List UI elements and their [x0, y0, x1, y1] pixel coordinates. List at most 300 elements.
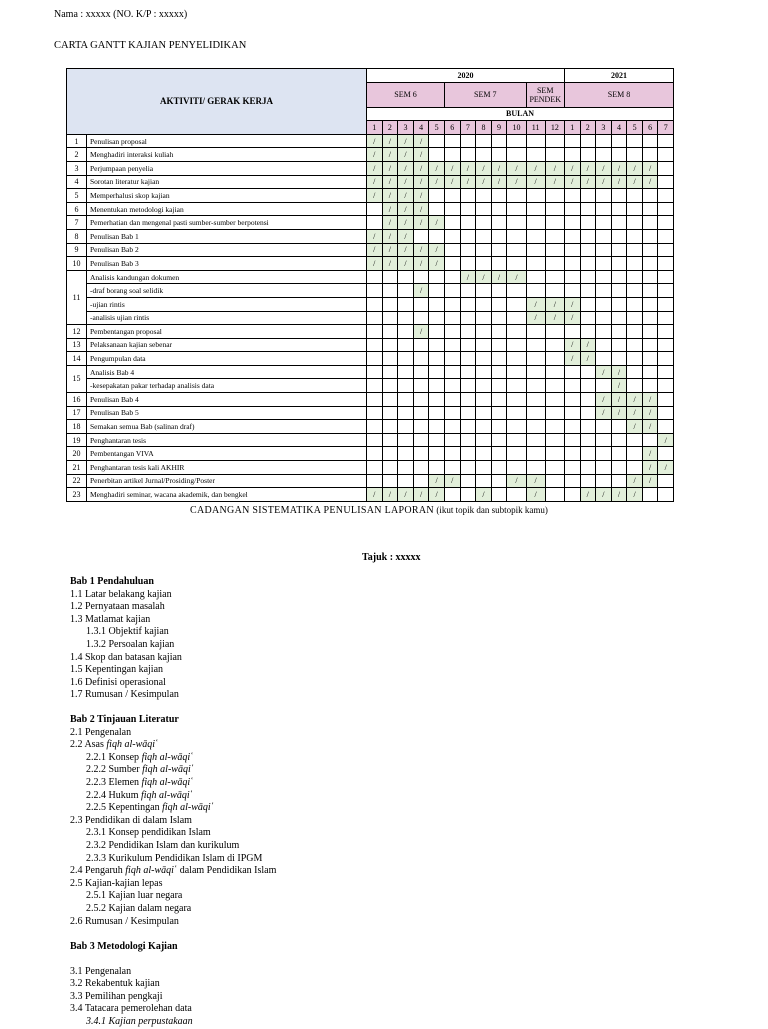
month-cell: [476, 134, 492, 148]
month-cell: [611, 461, 627, 475]
month-cell: [398, 352, 414, 366]
toc-item-italic-term: fiqh al-wāqi῾: [125, 865, 178, 877]
month-cell: [476, 474, 492, 488]
month-cell: [545, 229, 564, 243]
month-cell: [658, 365, 674, 379]
month-cell: [476, 216, 492, 230]
month-cell: [526, 461, 545, 475]
month-cell: [596, 474, 612, 488]
month-mark: /: [545, 297, 564, 311]
month-cell: [398, 379, 414, 393]
month-mark: /: [526, 474, 545, 488]
month-cell: [429, 270, 445, 284]
month-mark: /: [413, 243, 429, 257]
table-row: [67, 148, 674, 162]
month-cell: [580, 270, 596, 284]
month-cell: [507, 134, 526, 148]
month-cell: [642, 338, 658, 352]
caption-main: CADANGAN SISTEMATIKA PENULISAN LAPORAN: [190, 505, 434, 516]
month-header: 4: [611, 121, 627, 135]
month-mark: /: [596, 393, 612, 407]
month-mark: /: [444, 474, 460, 488]
month-cell: [507, 433, 526, 447]
month-cell: [611, 270, 627, 284]
month-cell: [580, 393, 596, 407]
month-mark: /: [398, 488, 414, 502]
toc-item-text: 1.7 Rumusan / Kesimpulan: [70, 689, 179, 701]
month-cell: [367, 297, 383, 311]
month-mark: /: [611, 365, 627, 379]
month-cell: [611, 216, 627, 230]
month-cell: [564, 270, 580, 284]
table-row: [67, 284, 674, 298]
month-mark: /: [611, 488, 627, 502]
month-mark: /: [564, 161, 580, 175]
month-cell: [658, 338, 674, 352]
toc-bab3-title: Bab 3 Metodologi Kajian: [70, 941, 178, 952]
month-mark: /: [627, 161, 643, 175]
month-cell: [398, 433, 414, 447]
month-cell: [526, 270, 545, 284]
month-mark: /: [398, 229, 414, 243]
month-cell: [507, 311, 526, 325]
month-cell: [382, 447, 398, 461]
month-cell: [367, 352, 383, 366]
month-cell: [491, 134, 507, 148]
month-cell: [491, 202, 507, 216]
month-cell: [545, 488, 564, 502]
table-row: [67, 216, 674, 230]
month-cell: [382, 297, 398, 311]
month-cell: [642, 257, 658, 271]
toc-item-text: 3.3 Pemilihan pengkaji: [70, 990, 163, 1002]
month-mark: /: [382, 216, 398, 230]
month-mark: /: [611, 175, 627, 189]
month-cell: [642, 379, 658, 393]
month-cell: [491, 148, 507, 162]
month-mark: /: [476, 161, 492, 175]
toc-item-text: 2.2.4 Hukum: [86, 789, 141, 801]
month-cell: [367, 216, 383, 230]
month-cell: [460, 229, 476, 243]
month-mark: /: [642, 175, 658, 189]
row-number: 22: [67, 474, 87, 488]
month-cell: [611, 311, 627, 325]
row-number: 23: [67, 488, 87, 502]
month-cell: [658, 488, 674, 502]
table-row: [67, 325, 674, 339]
month-cell: [460, 243, 476, 257]
table-row: [67, 257, 674, 271]
toc-item: [70, 1003, 193, 1016]
toc-item-text: 1.4 Skop dan batasan kajian: [70, 651, 182, 663]
month-cell: [429, 134, 445, 148]
month-cell: [545, 447, 564, 461]
month-cell: [545, 420, 564, 434]
month-mark: /: [413, 488, 429, 502]
month-cell: [413, 406, 429, 420]
month-cell: [642, 243, 658, 257]
toc-item: [70, 652, 182, 665]
toc-item: [70, 840, 276, 853]
month-mark: /: [367, 243, 383, 257]
month-cell: [658, 148, 674, 162]
row-number: 2: [67, 148, 87, 162]
month-cell: [367, 447, 383, 461]
month-cell: [491, 447, 507, 461]
month-header: 9: [491, 121, 507, 135]
table-row: [67, 447, 674, 461]
table-row: [67, 352, 674, 366]
month-cell: [627, 148, 643, 162]
month-cell: [526, 257, 545, 271]
month-cell: [367, 270, 383, 284]
toc-item-text: 3.4.1 Kajian perpustakaan: [86, 1015, 193, 1027]
month-cell: [382, 393, 398, 407]
activity-label: Penghantaran tesis kali AKHIR: [87, 461, 367, 475]
month-cell: [460, 297, 476, 311]
month-cell: [611, 148, 627, 162]
month-mark: /: [580, 488, 596, 502]
month-mark: /: [382, 134, 398, 148]
month-cell: [413, 311, 429, 325]
month-cell: [429, 148, 445, 162]
month-cell: [491, 229, 507, 243]
month-mark: /: [627, 488, 643, 502]
month-cell: [476, 297, 492, 311]
month-cell: [545, 379, 564, 393]
month-mark: /: [413, 189, 429, 203]
toc-item-text: 3.1 Pengenalan: [70, 965, 132, 977]
month-cell: [564, 284, 580, 298]
row-number: 1: [67, 134, 87, 148]
month-cell: [564, 202, 580, 216]
month-cell: [564, 216, 580, 230]
month-cell: [476, 243, 492, 257]
month-mark: /: [382, 175, 398, 189]
activity-label: Semakan semua Bab (salinan draf): [87, 420, 367, 434]
toc-item-text: 2.1 Pengenalan: [70, 726, 132, 738]
month-cell: [460, 365, 476, 379]
month-cell: [413, 461, 429, 475]
month-cell: [611, 325, 627, 339]
month-mark: /: [611, 393, 627, 407]
toc-item: [70, 727, 276, 740]
month-cell: [526, 365, 545, 379]
month-mark: /: [658, 433, 674, 447]
month-cell: [444, 365, 460, 379]
month-cell: [491, 488, 507, 502]
month-mark: /: [413, 284, 429, 298]
month-cell: [627, 338, 643, 352]
month-cell: [491, 365, 507, 379]
month-mark: /: [627, 420, 643, 434]
month-cell: [429, 311, 445, 325]
month-cell: [460, 189, 476, 203]
month-mark: /: [526, 161, 545, 175]
month-header: 6: [444, 121, 460, 135]
month-mark: /: [596, 488, 612, 502]
month-cell: [507, 447, 526, 461]
month-cell: [627, 379, 643, 393]
month-mark: /: [611, 406, 627, 420]
month-mark: /: [580, 161, 596, 175]
toc-item: [70, 865, 276, 878]
month-mark: /: [398, 257, 414, 271]
toc-item: [70, 614, 182, 627]
month-cell: [596, 420, 612, 434]
month-cell: [444, 257, 460, 271]
toc-item-text: 2.2.5 Kepentingan: [86, 802, 163, 814]
month-cell: [564, 257, 580, 271]
month-cell: [460, 216, 476, 230]
month-cell: [642, 365, 658, 379]
month-mark: /: [398, 148, 414, 162]
semester-header: SEM 6: [367, 82, 445, 107]
month-cell: [413, 447, 429, 461]
month-cell: [476, 393, 492, 407]
month-cell: [413, 297, 429, 311]
month-cell: [491, 257, 507, 271]
month-mark: /: [627, 175, 643, 189]
month-cell: [658, 216, 674, 230]
month-cell: [413, 229, 429, 243]
month-cell: [658, 474, 674, 488]
month-cell: [476, 461, 492, 475]
month-cell: [429, 202, 445, 216]
month-cell: [429, 189, 445, 203]
month-mark: /: [382, 189, 398, 203]
row-number: 6: [67, 202, 87, 216]
month-cell: [580, 420, 596, 434]
month-cell: [460, 311, 476, 325]
month-mark: /: [491, 161, 507, 175]
month-cell: [444, 216, 460, 230]
toc-item: [70, 802, 276, 815]
month-cell: [596, 257, 612, 271]
month-cell: [507, 284, 526, 298]
month-cell: [564, 447, 580, 461]
month-cell: [413, 270, 429, 284]
month-cell: [526, 243, 545, 257]
month-cell: [491, 284, 507, 298]
month-cell: [596, 189, 612, 203]
activity-label: Penulisan proposal: [87, 134, 367, 148]
month-cell: [596, 270, 612, 284]
month-cell: [460, 447, 476, 461]
month-cell: [398, 420, 414, 434]
activity-label: Penulisan Bab 5: [87, 406, 367, 420]
row-number: 17: [67, 406, 87, 420]
month-cell: [382, 461, 398, 475]
toc-item: [70, 853, 276, 866]
month-cell: [460, 284, 476, 298]
activity-label: -analisis ujian rintis: [87, 311, 367, 325]
month-cell: [398, 474, 414, 488]
month-mark: /: [429, 175, 445, 189]
month-cell: [398, 406, 414, 420]
month-cell: [413, 365, 429, 379]
month-cell: [398, 338, 414, 352]
month-cell: [460, 433, 476, 447]
month-cell: [460, 325, 476, 339]
month-mark: /: [596, 161, 612, 175]
month-cell: [444, 447, 460, 461]
month-cell: [658, 393, 674, 407]
month-mark: /: [367, 257, 383, 271]
month-mark: /: [642, 447, 658, 461]
month-cell: [545, 461, 564, 475]
month-cell: [526, 189, 545, 203]
month-cell: [491, 189, 507, 203]
month-mark: /: [596, 406, 612, 420]
month-mark: /: [367, 148, 383, 162]
table-row: [67, 311, 674, 325]
month-cell: [564, 229, 580, 243]
month-cell: [658, 406, 674, 420]
month-cell: [611, 338, 627, 352]
month-cell: [580, 433, 596, 447]
month-cell: [545, 270, 564, 284]
month-cell: [627, 284, 643, 298]
month-header: 7: [658, 121, 674, 135]
month-cell: [564, 189, 580, 203]
month-cell: [367, 406, 383, 420]
month-cell: [611, 352, 627, 366]
month-mark: /: [398, 202, 414, 216]
month-cell: [611, 297, 627, 311]
month-cell: [367, 379, 383, 393]
month-cell: [580, 189, 596, 203]
month-mark: /: [413, 161, 429, 175]
month-cell: [580, 257, 596, 271]
month-cell: [627, 202, 643, 216]
month-cell: [580, 474, 596, 488]
month-cell: [564, 379, 580, 393]
month-cell: [460, 379, 476, 393]
semester-header: SEM 8: [564, 82, 673, 107]
month-cell: [545, 257, 564, 271]
row-number: 4: [67, 175, 87, 189]
month-cell: [564, 461, 580, 475]
month-cell: [429, 379, 445, 393]
month-cell: [627, 297, 643, 311]
month-cell: [476, 406, 492, 420]
activity-label: Menentukan metodologi kajian: [87, 202, 367, 216]
toc-item-text: 2.3.3 Kurikulum Pendidikan Islam di IPGM: [86, 852, 263, 864]
month-mark: /: [382, 488, 398, 502]
month-cell: [507, 229, 526, 243]
toc-bab3: [70, 941, 193, 1027]
month-cell: [580, 243, 596, 257]
month-mark: /: [398, 134, 414, 148]
month-mark: /: [398, 175, 414, 189]
month-cell: [658, 134, 674, 148]
month-cell: [444, 297, 460, 311]
month-cell: [642, 433, 658, 447]
month-cell: [476, 338, 492, 352]
month-cell: [596, 148, 612, 162]
row-number: 20: [67, 447, 87, 461]
month-cell: [642, 488, 658, 502]
month-cell: [611, 433, 627, 447]
month-cell: [507, 202, 526, 216]
month-cell: [507, 352, 526, 366]
month-cell: [398, 270, 414, 284]
caption-note: (ikut topik dan subtopik kamu): [436, 505, 548, 515]
toc-item: [70, 991, 193, 1004]
month-cell: [642, 189, 658, 203]
month-cell: [367, 393, 383, 407]
month-mark: /: [413, 148, 429, 162]
gantt-chart-table: [66, 68, 674, 502]
month-mark: /: [382, 148, 398, 162]
month-cell: [444, 243, 460, 257]
row-number: 9: [67, 243, 87, 257]
month-header: 10: [507, 121, 526, 135]
toc-item-text: 1.3.2 Persoalan kajian: [86, 638, 175, 650]
table-row: [67, 406, 674, 420]
month-cell: [545, 433, 564, 447]
activity-label: Penulisan Bab 3: [87, 257, 367, 271]
month-cell: [596, 338, 612, 352]
activity-label: Analisis Bab 4: [87, 365, 367, 379]
month-cell: [596, 461, 612, 475]
month-cell: [545, 365, 564, 379]
month-cell: [429, 365, 445, 379]
month-cell: [658, 447, 674, 461]
month-header: 7: [460, 121, 476, 135]
month-header: 11: [526, 121, 545, 135]
month-cell: [382, 420, 398, 434]
month-cell: [642, 325, 658, 339]
month-cell: [596, 284, 612, 298]
month-cell: [642, 229, 658, 243]
month-cell: [545, 406, 564, 420]
month-cell: [564, 406, 580, 420]
toc-item-text: 2.5.1 Kajian luar negara: [86, 890, 183, 902]
month-cell: [627, 352, 643, 366]
month-cell: [460, 134, 476, 148]
month-cell: [460, 420, 476, 434]
month-mark: /: [382, 257, 398, 271]
month-mark: /: [545, 175, 564, 189]
month-cell: [476, 379, 492, 393]
toc-item: [70, 764, 276, 777]
month-cell: [596, 297, 612, 311]
month-cell: [398, 365, 414, 379]
month-mark: /: [429, 161, 445, 175]
toc-item: [70, 626, 182, 639]
toc-item-text: 1.5 Kepentingan kajian: [70, 664, 164, 676]
month-cell: [429, 420, 445, 434]
month-mark: /: [429, 243, 445, 257]
month-mark: /: [507, 270, 526, 284]
toc-item-text: 2.4 Pengaruh: [70, 865, 126, 877]
month-cell: [580, 229, 596, 243]
month-cell: [526, 379, 545, 393]
activity-label: Menghadiri interaksi kuliah: [87, 148, 367, 162]
toc-bab1-title: Bab 1 Pendahuluan: [70, 576, 154, 587]
month-cell: [658, 161, 674, 175]
month-mark: /: [367, 488, 383, 502]
row-number: 12: [67, 325, 87, 339]
month-cell: [444, 352, 460, 366]
month-cell: [611, 284, 627, 298]
month-cell: [526, 420, 545, 434]
month-cell: [507, 461, 526, 475]
month-cell: [611, 189, 627, 203]
